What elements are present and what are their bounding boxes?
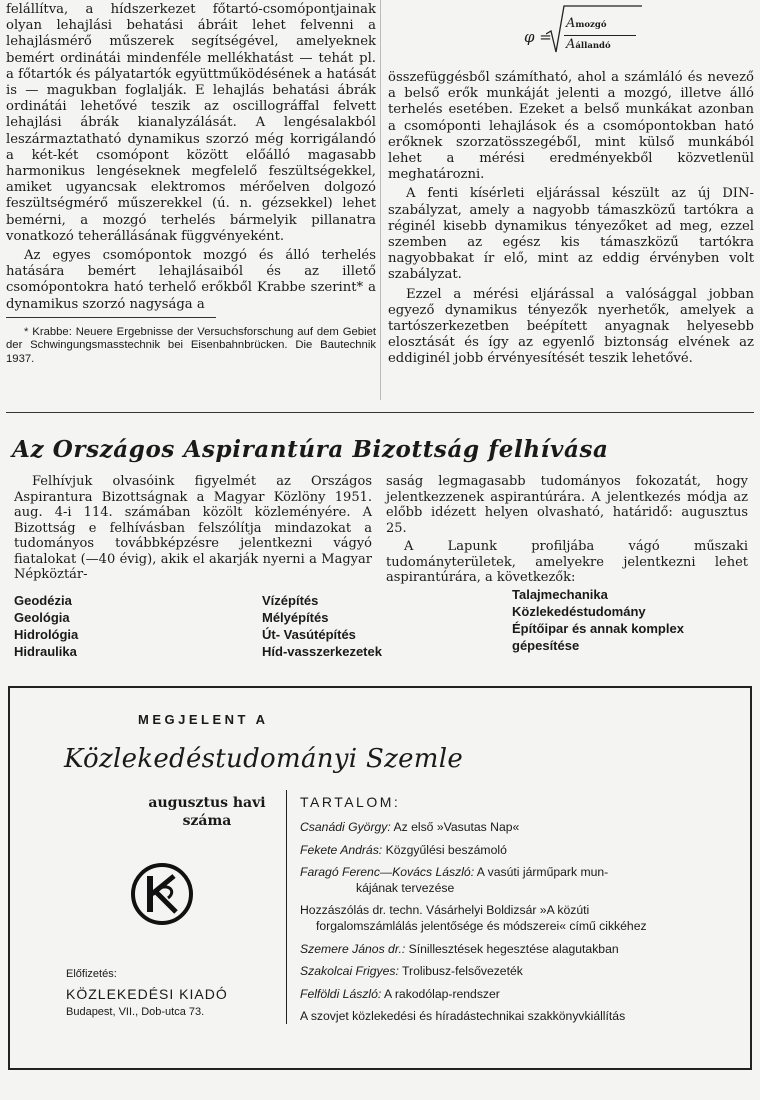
toc-item: Szemere János dr.: Sínillesztések hegesztése alagutakban <box>300 941 619 956</box>
publisher-logo-icon <box>130 862 194 930</box>
field-item: Geológia <box>14 610 70 625</box>
paragraph: Az egyes csomópontok mozgó és álló terhelés hatására bemért lehajlásaiból és az illető csomópontokra ható terhelő erőkből Krabbe szerint* a dynamikus szorzó nagysága a <box>6 248 376 312</box>
table-of-contents <box>300 820 740 1032</box>
section-divider <box>6 412 754 413</box>
ad-divider <box>286 790 287 1024</box>
field-item: Építőipar és annak komplex <box>512 621 684 636</box>
ad-intro: MEGJELENT A <box>138 712 269 727</box>
subscription-label: Előfizetés: <box>66 968 117 980</box>
call-right-column <box>386 474 748 586</box>
contents-heading: TARTALOM: <box>300 794 401 810</box>
paragraph: A Lapunk profiljába vágó műszaki tudományterületek, amelyekre jelentkezni lehet aspirantúrára, a következők: <box>386 539 748 585</box>
toc-item: Csanádi György: Az első »Vasutas Nap« <box>300 820 520 834</box>
toc-item: Hozzászólás dr. techn. Vásárhelyi Boldizsár »A közúti forgalomszámlálás jelentősége és módszerei« című cikkéhez <box>300 903 647 933</box>
formula-lhs: φ = <box>524 28 552 46</box>
formula <box>524 4 644 54</box>
field-item: gépesítése <box>512 638 580 653</box>
publisher-name: KÖZLEKEDÉSI KIADÓ <box>66 986 228 1002</box>
field-item: Hidrológia <box>14 627 79 642</box>
field-item: Vízépítés <box>262 593 319 608</box>
formula-denominator: Aállandó <box>566 37 611 52</box>
field-item: Közlekedéstudomány <box>512 604 646 619</box>
toc-item: Szakolcai Frigyes: Trolibusz-felsővezeték <box>300 964 523 979</box>
toc-item: A szovjet közlekedési és híradástechnikai szakkönyvkiállítás <box>300 1009 626 1024</box>
paragraph: A fenti kísérleti eljárással készült az új DIN-szabályzat, amely a nagyobb támaszközű tartókra a réginél kisebb dynamikus tényezőket ad meg, ezzel szemben az egész kis támaszközű tartókra nagyobbakat ír elő, mint az eddig érvényben volt szabályzat. <box>388 186 754 283</box>
journal-title: Közlekedéstudományi Szemle <box>64 744 464 774</box>
call-left-column <box>14 474 372 583</box>
field-item: Út- Vasútépítés <box>262 627 356 642</box>
field-item: Hidraulika <box>14 644 77 659</box>
toc-item: Felföldi László: A rakodólap-rendszer <box>300 986 500 1001</box>
footnote-divider <box>6 317 216 318</box>
right-column <box>388 70 754 368</box>
fields-column-1 <box>14 592 78 660</box>
paragraph: összefüggésből számítható, ahol a számláló és nevező a belső erők munkáját jelenti a mozgó, illetve álló terhelés esetében. Ezeket a belső munkákat azonban a csomóponti lehajlások és a csomópontokban ható erőknek szorzatösszegéből, mint külső munkából lehet a mérési eredményekből közvetlenül meghatározni. <box>388 70 754 183</box>
headline: Az Országos Aspirantúra Bizottság felhívása <box>12 436 609 463</box>
publisher-address: Budapest, VII., Dob-utca 73. <box>66 1006 205 1018</box>
column-divider <box>380 0 381 400</box>
formula-numerator: Amozgó <box>566 16 607 31</box>
footnote: * Krabbe: Neuere Ergebnisse der Versuchsforschung auf dem Gebiet der Schwingungsmasstechnik bei Eisenbahnbrücken. Die Bautechnik 1937. <box>6 325 376 365</box>
field-item: Híd-vasszerkezetek <box>262 644 382 659</box>
issue-label: augusztus havi száma <box>148 795 266 829</box>
paragraph: saság legmagasabb tudományos fokozatát, hogy jelentkezzenek aspirantúrára. A jelentkezés módja az előbb idézett helyen olvasható, határidő: augusztus 25. <box>386 474 748 536</box>
fraction-line <box>564 35 636 36</box>
paragraph: Ezzel a mérési eljárással a valósággal jobban egyező dynamikus tényezők nyerhetők, amelyek a tartószerkezetben beépített anyagnak helyesebb elosztását és így az egyenlő biztonság elvének az eddiginél jobb érvényesítését teszik lehetővé. <box>388 286 754 367</box>
paragraph: felállítva, a hídszerkezet főtartó-csomópontjainak olyan lehajlási behatási ábráit lehet felvenni a lehajlásmérő műszerek segítségével, amelyeknek bemért ordinátái mindenféle mellékhatást — tehát pl. a főtartók és pályatartók együttműködésének a hatását is — magukban foglalják. E lehajlás behatási ábrák ordinátái lehetővé teszik az oscillográffal felvett lehajlási ábrák kianalyzálását. A lengésalakból leszármaztatható dynamikus szorzó még korrigálandó a két-két csomópont között előálló magasabb harmonikus lengéseknek megfelelő feszültségekkel, amiket ugyancsak elektromos mérőelven dolgozó feszültségmérő műszerekkel (ú. n. gézsekkel) lehet bemérni, a mozgó terhelés bármelyik pillanatra vonatkozó teherállásának függvényeként. <box>6 2 376 244</box>
fields-column-2 <box>262 592 382 660</box>
field-item: Talajmechanika <box>512 587 608 602</box>
toc-item: Fekete András: Közgyűlési beszámoló <box>300 842 507 857</box>
paragraph: Felhívjuk olvasóink figyelmét az Országos Aspirantura Bizottságnak a Magyar Közlöny 1951. aug. 4-i 114. számában közölt közleményére. A Bizottság e felhívásban felszólítja mindazokat a tudományos továbbképzésre jelentkezni vágyó fiatalokat (—40 évig), akik el akarják nyerni a Magyar Népköztár- <box>14 474 372 582</box>
field-item: Geodézia <box>14 593 72 608</box>
toc-item: Faragó Ferenc—Kovács László: A vasúti járműpark mun- kájának tervezése <box>300 865 609 895</box>
fields-column-3 <box>512 586 684 654</box>
field-item: Mélyépítés <box>262 610 329 625</box>
left-column <box>6 2 376 366</box>
